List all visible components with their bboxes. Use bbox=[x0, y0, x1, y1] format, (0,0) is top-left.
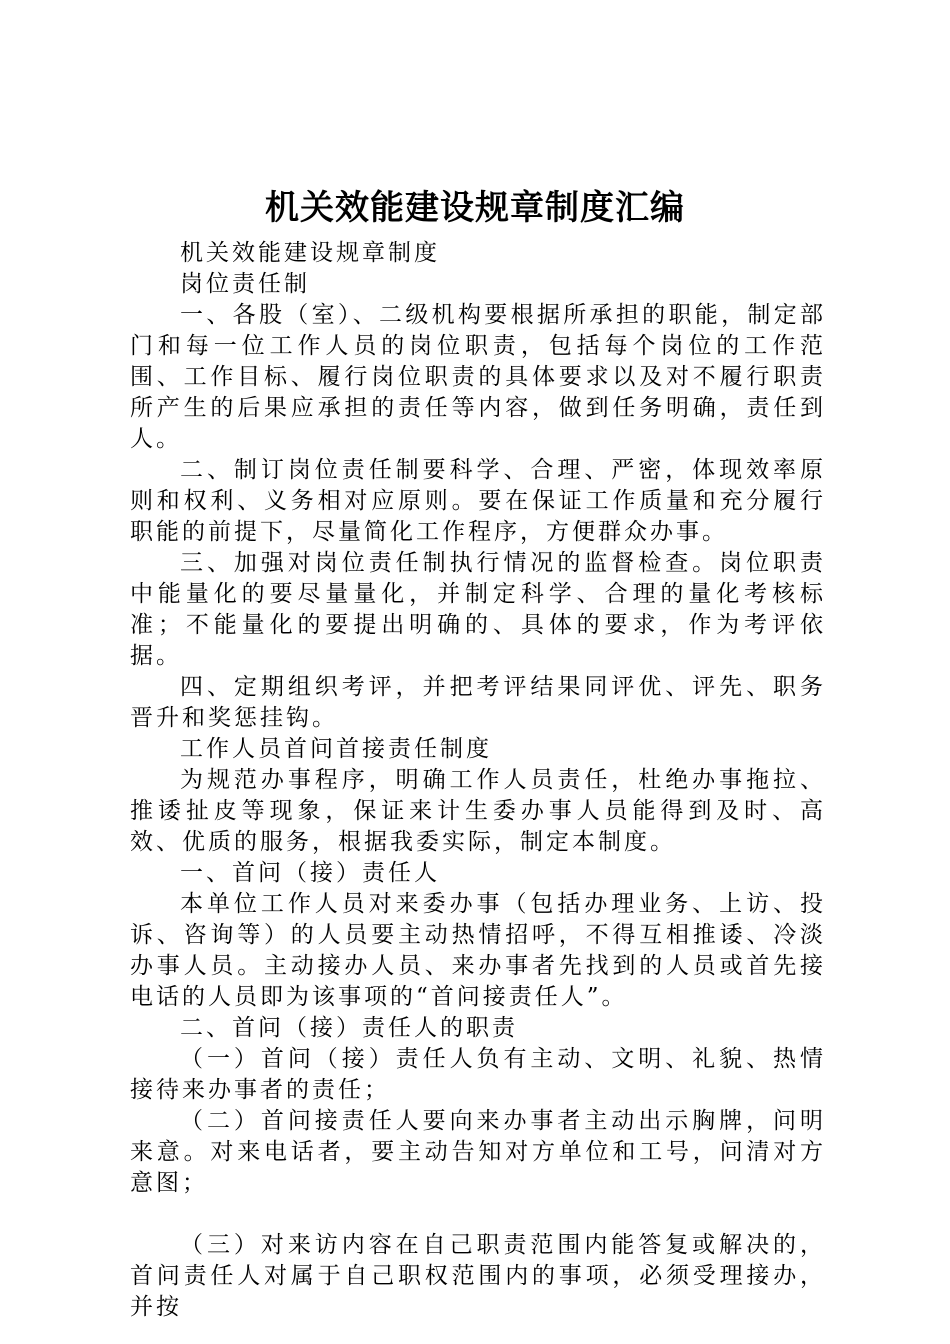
paragraph: （二）首问接责任人要向来办事者主动出示胸牌，问明来意。对来电话者，要主动告知对方单位和工号，问清对方意图； bbox=[130, 1108, 826, 1196]
paragraph: 三、加强对岗位责任制执行情况的监督检查。岗位职责中能量化的要尽量量化，并制定科学、合理的量化考核标准；不能量化的要提出明确的、具体的要求，作为考评依据。 bbox=[130, 550, 826, 669]
section-heading: 工作人员首问首接责任制度 bbox=[180, 736, 492, 762]
document-body bbox=[130, 238, 826, 1323]
paragraph: 本单位工作人员对来委办事（包括办理业务、上访、投诉、咨询等）的人员要主动热情招呼，不得互相推诿、冷淡办事人员。主动接办人员、来办事者先找到的人员或首先接电话的人员即为该事项的“首问接责任人”。 bbox=[130, 891, 826, 1010]
section-heading: 二、首问（接）责任人的职责 bbox=[180, 1015, 518, 1041]
section-heading: 岗位责任制 bbox=[180, 271, 310, 297]
paragraph: 为规范办事程序，明确工作人员责任，杜绝办事拖拉、推诿扯皮等现象，保证来计生委办事人员能得到及时、高效、优质的服务，根据我委实际，制定本制度。 bbox=[130, 767, 826, 855]
section-heading: 一、首问（接）责任人 bbox=[180, 860, 440, 886]
paragraph: 二、制订岗位责任制要科学、合理、严密，体现效率原则和权利、义务相对应原则。要在保证工作质量和充分履行职能的前提下，尽量简化工作程序，方便群众办事。 bbox=[130, 457, 826, 545]
paragraph: （三）对来访内容在自己职责范围内能答复或解决的，首问责任人对属于自己职权范围内的事项，必须受理接办，并按 bbox=[130, 1232, 826, 1320]
section-heading: 机关效能建设规章制度 bbox=[180, 240, 440, 266]
document-title: 机关效能建设规章制度汇编 bbox=[265, 188, 685, 228]
paragraph: （一）首问（接）责任人负有主动、文明、礼貌、热情接待来办事者的责任； bbox=[130, 1046, 826, 1103]
paragraph: 一、各股（室）、二级机构要根据所承担的职能，制定部门和每一位工作人员的岗位职责，包括每个岗位的工作范围、工作目标、履行岗位职责的具体要求以及对不履行职责所产生的后果应承担的责任等内容，做到任务明确，责任到人。 bbox=[130, 302, 826, 452]
paragraph: 四、定期组织考评，并把考评结果同评优、评先、职务晋升和奖惩挂钩。 bbox=[130, 674, 826, 731]
